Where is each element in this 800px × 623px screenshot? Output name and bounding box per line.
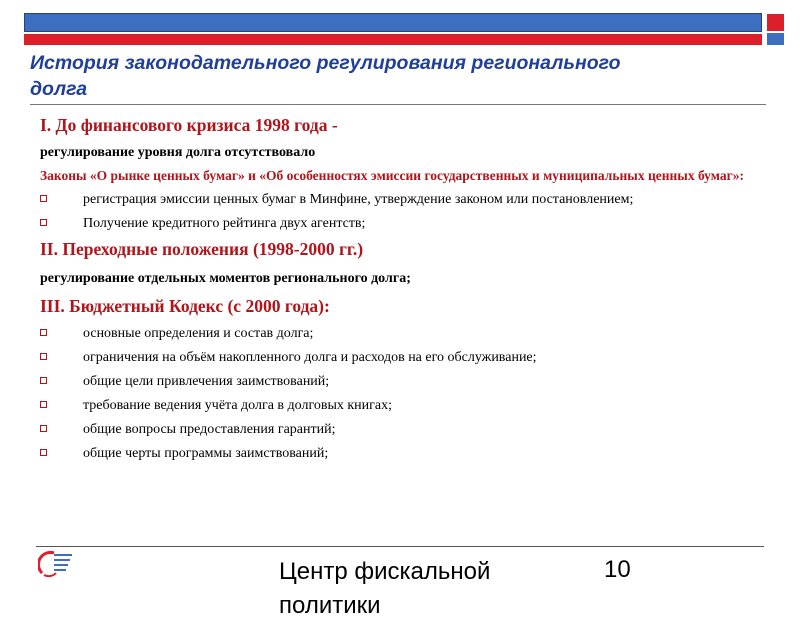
fiscal-center-logo-icon [38, 549, 74, 579]
header-square-red [766, 13, 785, 32]
bullet-square-icon [40, 449, 47, 456]
page-number: 10 [604, 556, 631, 583]
section-1-laws: Законы «О рынке ценных бумаг» и «Об особенностях эмиссии государственных и муниципальных ценных бумаг»: [40, 168, 744, 183]
header-square-blue [766, 32, 785, 46]
list-item-text: ограничения на объём накопленного долга и расходов на его обслуживание; [83, 350, 537, 365]
section-2-regulation: регулирование отдельных моментов регионального долга; [40, 271, 411, 286]
header-bar-red [24, 34, 762, 45]
bullet-square-icon [40, 329, 47, 336]
list-item-text: Получение кредитного рейтинга двух агентств; [83, 216, 366, 231]
section-3-heading: III. Бюджетный Кодекс (с 2000 года): [40, 296, 330, 316]
list-item-text: общие цели привлечения заимствований; [83, 374, 330, 389]
bullet-square-icon [40, 425, 47, 432]
list-item [40, 324, 746, 343]
title-divider [30, 104, 766, 105]
list-item-text: требование ведения учёта долга в долговых книгах; [83, 398, 392, 413]
list-item [40, 214, 746, 233]
bullet-square-icon [40, 195, 47, 202]
list-item [40, 348, 746, 367]
list-item [40, 420, 746, 439]
list-item [40, 372, 746, 391]
list-item-text: регистрация эмиссии ценных бумаг в Минфине, утверждение законом или постановлением; [83, 192, 634, 207]
header-bar-blue [24, 13, 762, 32]
bullet-square-icon [40, 353, 47, 360]
slide-title: История законодательного регулирования регионального долга [30, 52, 621, 100]
slide-content [40, 112, 746, 463]
list-item [40, 190, 746, 209]
bullet-square-icon [40, 219, 47, 226]
list-item-text: общие черты программы заимствований; [83, 446, 329, 461]
bullet-square-icon [40, 401, 47, 408]
footer-org-name: Центр фискальной политики [279, 558, 491, 619]
list-item [40, 396, 746, 415]
section-2-heading: II. Переходные положения (1998-2000 гг.) [40, 239, 364, 259]
footer-divider [36, 546, 764, 547]
list-item-text: основные определения и состав долга; [83, 326, 314, 341]
section-1-regulation: регулирование уровня долга отсутствовало [40, 145, 316, 160]
bullet-square-icon [40, 377, 47, 384]
section-1-heading: I. До финансового кризиса 1998 года - [40, 115, 338, 135]
list-item-text: общие вопросы предоставления гарантий; [83, 422, 336, 437]
list-item [40, 444, 746, 463]
